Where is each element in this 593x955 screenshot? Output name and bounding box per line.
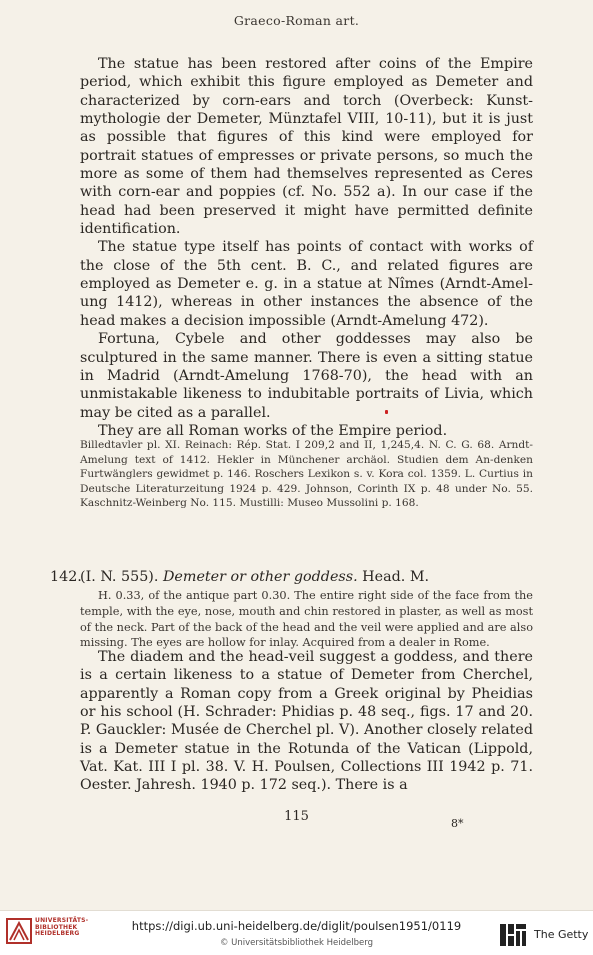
permalink[interactable]: https://digi.ub.uni-heidelberg.de/diglit/poulsen1951/0119: [131, 919, 462, 933]
copyright-notice: © Universitätsbibliothek Heidelberg: [219, 938, 373, 948]
entry-title: Demeter or other goddess.: [162, 569, 358, 585]
getty-logo-icon: [500, 924, 526, 946]
main-text: [80, 55, 533, 440]
entry-paragraph: The diadem and the head-veil suggest a goddess, and there is a certain likeness to a statue of Demeter from Cherchel, apparently a Roman copy from a Greek original by Pheidias or his school (H. Schrader: Phidias p. 48 seq., figs. 17 and 20. P. Gauckler: Musée de Cherchel pl. V). Another closely related is a Demeter statue in the Rotunda of the Vatican (Lippold, Vat. Kat. III I pl. 38. V. H. Poulsen, Collections III 1942 p. 71. Oester. Jahresh. 1940 p. 172 seq.). There is a: [80, 649, 533, 794]
library-name-line: UNIVERSITÄTS-: [35, 917, 89, 924]
paragraph: The statue has been restored after coins of the Empire period, which exhibit this figure employed as Demeter and characterized by corn-ears and torch (Overbeck: Kunst-mythologie der Demeter, Münztafel VIII, 10-11), but it is just as possible that figures of this kind were employed for portrait statues of empresses or private persons, so much the more as some of them had themselves represented as Ceres with corn-ear and poppies (cf. No. 552 a). In our case if the head had been preserved it might have permitted definite identification.: [80, 56, 533, 238]
partner-name[interactable]: The Getty: [534, 928, 589, 941]
inventory-number: (I. N. 555).: [80, 569, 159, 585]
red-marker: [385, 410, 388, 414]
paragraph: Fortuna, Cybele and other goddesses may also be sculptured in the same manner. There is even a sitting statue in Madrid (Arndt-Amelung 1768-70), the head with an unmistakable likeness to indubitable portraits of Livia, which may be cited as a parallel.: [80, 331, 533, 421]
entry-subtitle: Head. M.: [362, 569, 430, 585]
entry-description: H. 0.33, of the antique part 0.30. The entire right side of the face from the temple, with the eye, nose, mouth and chin restored in plaster, as well as most of the neck. Part of the back of the head and the veil were applied and are also missing. The eyes are hollow for inlay. Acquired from a dealer in Rome.: [80, 589, 533, 650]
page-number: 115: [284, 809, 309, 824]
library-name-line: BIBLIOTHEK: [35, 923, 78, 931]
running-title: Graeco-Roman art.: [233, 13, 360, 28]
signature-mark: 8*: [451, 817, 464, 830]
library-name-line: HEIDELBERG: [35, 930, 80, 938]
paragraph: They are all Roman works of the Empire period.: [98, 422, 448, 439]
viewer-footer: [0, 910, 593, 955]
entry-title-line: [80, 568, 533, 586]
entry-number: 142.: [50, 569, 82, 585]
bibliography: Billedtavler pl. XI. Reinach: Rép. Stat. I 209,2 and II, 1,245,4. N. C. G. 68. Arndt-Amelung text of 1412. Hekler in Münchener archäol. Studien dem An-denken Furtwänglers gewidmet p. 146. Roschers Lexikon s. v. Kora col. 1359. L. Curtius in Deutsche Literaturzeitung 1924 p. 429. Johnson, Corinth IX p. 48 under No. 55. Kaschnitz-Weinberg No. 115. Mustilli: Museo Mussolini p. 168.: [80, 439, 533, 510]
paragraph: The statue type itself has points of contact with works of the close of the 5th cent. B. C., and related figures are employed as Demeter e. g. in a statue at Nîmes (Arndt-Amel-ung 1412), whereas in other instances the absence of the head makes a decision impossible (Arndt-Amelung 472).: [80, 239, 533, 329]
